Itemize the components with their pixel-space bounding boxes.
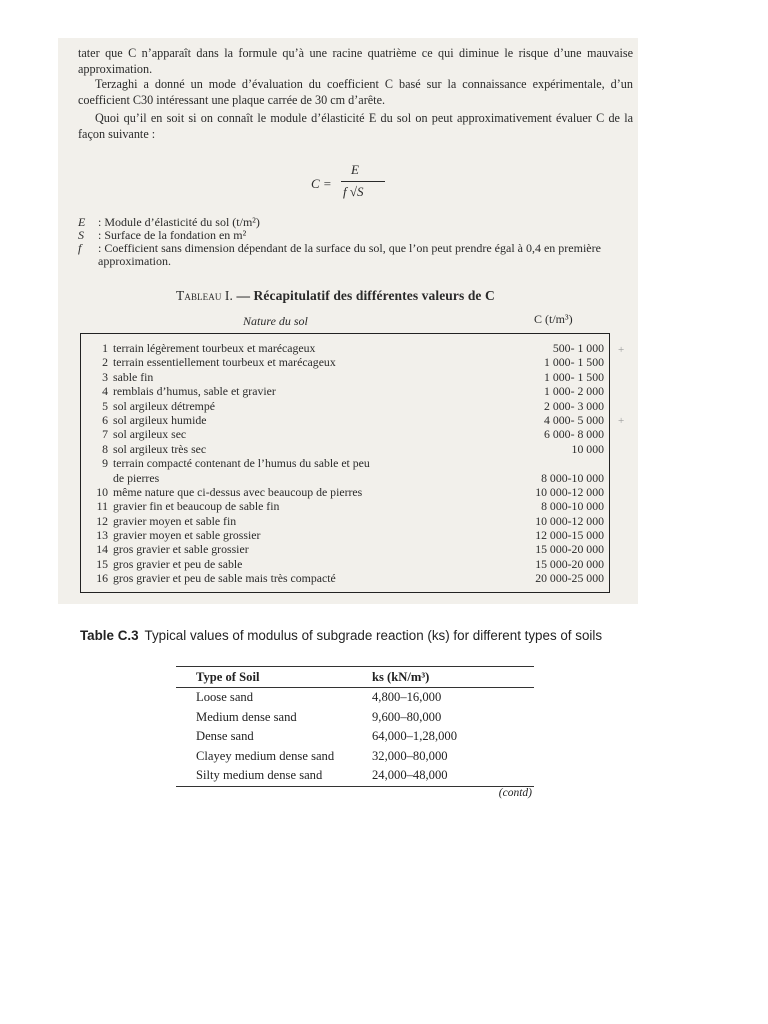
- header-type-of-soil: Type of Soil: [196, 670, 260, 684]
- tableau-row: [90, 413, 610, 427]
- row-number: 10: [96, 484, 108, 499]
- table-row: [176, 708, 534, 728]
- row-soil-nature: sol argileux détrempé: [113, 398, 215, 413]
- tableau-rows: [90, 341, 610, 586]
- tableau-row: [90, 399, 610, 413]
- row-c-value: 15 000-20 000: [535, 556, 604, 571]
- symbol-definitions: [78, 216, 633, 268]
- row-soil-nature: gros gravier et peu de sable: [113, 556, 243, 571]
- row-c-value: 4 000- 5 000: [544, 412, 604, 427]
- table-header-row: [176, 667, 534, 687]
- row-number: 1: [102, 341, 108, 355]
- tableau-row: [90, 528, 610, 542]
- margin-mark: +: [618, 344, 625, 356]
- row-c-value: 15 000-20 000: [535, 542, 604, 557]
- row-soil-nature: terrain compacté contenant de l’humus du sable et peu: [113, 456, 370, 471]
- row-number: 8: [102, 441, 108, 456]
- row-c-value: 6 000- 8 000: [544, 427, 604, 442]
- cell-ks-value: 64,000–1,28,000: [372, 729, 458, 744]
- definition-symbol: f: [78, 241, 82, 255]
- row-c-value: 1 000- 1 500: [544, 355, 604, 370]
- row-soil-nature: sol argileux très sec: [113, 441, 207, 456]
- table-c3-label: Table C.3: [80, 628, 139, 643]
- row-number: 13: [96, 528, 108, 543]
- row-number: 7: [102, 427, 108, 442]
- row-number: 9: [102, 456, 108, 471]
- column-header-c: C (t/m³): [534, 312, 573, 326]
- header-ks: ks (kN/m³): [372, 670, 430, 684]
- scanned-page-excerpt: [58, 38, 638, 604]
- table-c3: [176, 666, 534, 799]
- row-number: 4: [102, 384, 108, 399]
- row-number: [90, 471, 113, 485]
- cell-soil-type: Dense sand: [196, 729, 254, 744]
- cell-ks-value: 24,000–48,000: [372, 768, 448, 783]
- row-number: 16: [96, 571, 108, 586]
- table-row: [176, 747, 534, 767]
- paragraph-2: Terzaghi a donné un mode d’évaluation du coefficient C basé sur la connaissance expérimentale, d’un coefficient C30 intéressant une plaque carrée de 30 cm d’arête.: [78, 77, 633, 107]
- tableau-title-prefix: Tableau I.: [176, 288, 233, 303]
- table-row: [176, 766, 534, 786]
- tableau-row: [90, 471, 610, 485]
- definition-symbol: S: [78, 228, 84, 242]
- tableau-row: [90, 427, 610, 441]
- row-c-value: [512, 456, 610, 470]
- row-soil-nature: gravier fin et beaucoup de sable fin: [113, 499, 280, 514]
- table-body: [176, 688, 534, 786]
- tableau-row: [90, 384, 610, 398]
- contd-note: (contd): [498, 786, 532, 799]
- table-row: [176, 727, 534, 747]
- row-c-value: 1 000- 1 500: [544, 369, 604, 384]
- row-c-value: 500- 1 000: [552, 341, 604, 355]
- row-number: 6: [102, 412, 108, 427]
- paragraph-3: Quoi qu’il en soit si on connaît le module d’élasticité E du sol on peut approximativement évaluer C de la façon suivante :: [78, 111, 633, 141]
- row-soil-nature: remblais d’humus, sable et gravier: [113, 384, 276, 399]
- row-number: 11: [96, 499, 108, 514]
- row-c-value: 20 000-25 000: [535, 571, 604, 586]
- definition-text: : Module d’élasticité du sol (t/m²): [98, 215, 260, 229]
- cell-ks-value: 32,000–80,000: [372, 748, 448, 763]
- cell-ks-value: 9,600–80,000: [372, 709, 442, 724]
- formula-denominator: f √S: [343, 184, 364, 199]
- formula-c: [311, 162, 511, 208]
- tableau-row: [90, 355, 610, 369]
- cell-soil-type: Loose sand: [196, 690, 254, 704]
- tableau-row: [90, 442, 610, 456]
- cell-soil-type: Silty medium dense sand: [196, 768, 323, 783]
- cell-ks-value: 4,800–16,000: [372, 690, 442, 704]
- definition-f: [78, 242, 633, 268]
- definition-text: : Surface de la fondation en m²: [98, 228, 247, 242]
- row-number: 14: [96, 542, 108, 557]
- row-soil-nature: même nature que ci-dessus avec beaucoup de pierres: [113, 484, 363, 499]
- formula-numerator: E: [351, 162, 359, 177]
- tableau-row: [90, 542, 610, 556]
- row-c-value: 12 000-15 000: [535, 528, 604, 543]
- table-c3-caption-block: [80, 628, 640, 644]
- row-c-value: 10 000-12 000: [535, 513, 604, 528]
- tableau-row: [90, 557, 610, 571]
- row-soil-nature: gros gravier et sable grossier: [113, 542, 249, 557]
- row-c-value: 10 000-12 000: [535, 484, 604, 499]
- row-soil-nature: gravier moyen et sable fin: [113, 513, 237, 528]
- margin-mark: +: [618, 415, 625, 427]
- tableau-row: [90, 571, 610, 585]
- row-soil-nature: sol argileux sec: [113, 427, 187, 442]
- body-text: [58, 46, 633, 142]
- row-soil-nature: sol argileux humide: [113, 412, 207, 427]
- row-soil-nature: gravier moyen et sable grossier: [113, 528, 261, 543]
- row-soil-nature: de pierres: [113, 470, 160, 485]
- tableau-row: [90, 499, 610, 513]
- table-c3-caption-text: Typical values of modulus of subgrade reaction (ks) for different types of soils: [144, 628, 603, 643]
- row-c-value: 8 000-10 000: [541, 499, 604, 514]
- tableau-row: [90, 370, 610, 384]
- row-c-value: 1 000- 2 000: [544, 384, 604, 399]
- row-number: 12: [96, 513, 108, 528]
- row-soil-nature: gros gravier et peu de sable mais très compacté: [113, 571, 336, 586]
- tableau-title-text: — Récapitulatif des différentes valeurs de C: [236, 288, 495, 303]
- tableau-title: [176, 288, 495, 304]
- row-c-value: 10 000: [571, 441, 604, 456]
- tableau-row: [90, 456, 610, 470]
- row-number: 2: [102, 355, 108, 370]
- row-number: 5: [102, 398, 108, 413]
- definition-text: : Coefficient sans dimension dépendant de la surface du sol, que l’on peut prendre égal à 0,4 en première approximation.: [98, 241, 601, 268]
- row-soil-nature: terrain essentiellement tourbeux et marécageux: [113, 355, 336, 370]
- formula-lhs: C =: [311, 176, 332, 191]
- cell-soil-type: Medium dense sand: [196, 709, 297, 724]
- row-soil-nature: terrain légèrement tourbeux et marécageux: [113, 341, 316, 355]
- tableau-row: [90, 341, 610, 355]
- fraction-bar: [341, 181, 385, 182]
- tableau-row: [90, 485, 610, 499]
- column-header-nature: Nature du sol: [243, 314, 308, 328]
- row-c-value: 8 000-10 000: [541, 470, 604, 485]
- table-row: [176, 688, 534, 708]
- row-number: 15: [96, 556, 108, 571]
- row-soil-nature: sable fin: [113, 369, 154, 384]
- cell-soil-type: Clayey medium dense sand: [196, 748, 335, 763]
- row-c-value: 2 000- 3 000: [544, 398, 604, 413]
- paragraph-1: tater que C n’apparaît dans la formule qu’à une racine quatrième ce qui diminue le risque d’une mauvaise approximation.: [78, 46, 633, 76]
- tableau-row: [90, 514, 610, 528]
- table-c3-caption: [80, 628, 640, 644]
- definition-symbol: E: [78, 215, 86, 229]
- row-number: 3: [102, 369, 108, 384]
